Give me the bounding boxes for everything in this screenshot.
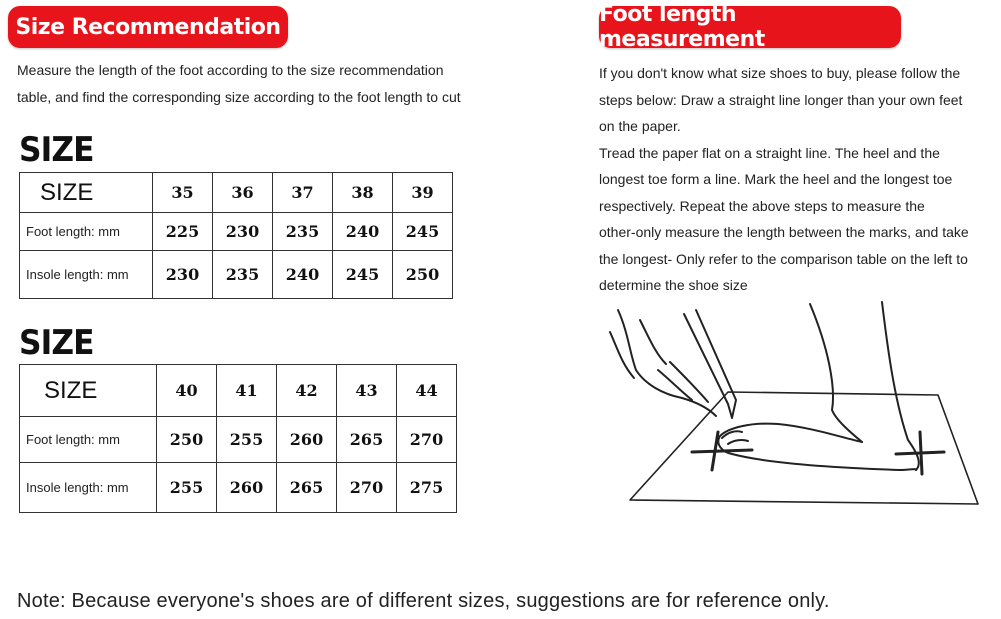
paper-sheet [630, 392, 978, 504]
insole-length-cell: 245 [333, 251, 393, 299]
toe-lines [722, 431, 748, 444]
foot-length-cell: 230 [213, 213, 273, 251]
foot-measurement-illustration [600, 292, 990, 514]
instruction-line: respectively. Repeat the above steps to measure the [599, 197, 925, 214]
instruction-line: other-only measure the length between the marks, and take [599, 224, 969, 240]
foot-length-cell: 270 [397, 417, 457, 463]
size-heading: SIZE [19, 323, 94, 363]
insole-length-row [20, 251, 453, 299]
heel-mark [896, 432, 944, 474]
size-cell: 37 [273, 173, 333, 213]
foot-length-measurement-badge: Foot length measurement [599, 6, 901, 48]
size-row [20, 365, 457, 417]
foot-length-cell: 265 [337, 417, 397, 463]
foot-outline [718, 424, 916, 470]
instruction-line: longest toe form a line. Mark the heel and the longest toe [599, 171, 953, 187]
size-cell: 36 [213, 173, 273, 213]
foot-length-row [20, 213, 453, 251]
foot-length-label: Foot length: mm [20, 213, 153, 251]
instruction-line: If you don't know what size shoes to buy, please follow the [599, 65, 961, 81]
size-row [20, 173, 453, 213]
foot-length-row [20, 417, 457, 463]
insole-length-cell: 265 [277, 463, 337, 513]
insole-length-label: Insole length: mm [20, 463, 157, 513]
foot-length-cell: 235 [273, 213, 333, 251]
foot-length-cell: 225 [153, 213, 213, 251]
size-cell: 42 [277, 365, 337, 417]
insole-length-row [20, 463, 457, 513]
insole-length-cell: 270 [337, 463, 397, 513]
foot-length-cell: 260 [277, 417, 337, 463]
instruction-line: on the paper. [599, 118, 681, 134]
size-cell: 43 [337, 365, 397, 417]
size-cell: 39 [393, 173, 453, 213]
hand-outline [618, 310, 716, 416]
insole-length-cell: 275 [397, 463, 457, 513]
foot-length-cell: 245 [393, 213, 453, 251]
size-chart-table [19, 364, 457, 513]
instruction-line: steps below: Draw a straight line longer than your own feet [599, 91, 963, 108]
size-recommendation-intro [17, 57, 517, 111]
insole-length-cell: 260 [217, 463, 277, 513]
insole-length-cell: 230 [153, 251, 213, 299]
size-recommendation-badge: Size Recommendation [8, 6, 288, 48]
insole-length-cell: 255 [157, 463, 217, 513]
foot-length-cell: 240 [333, 213, 393, 251]
size-cell: 38 [333, 173, 393, 213]
foot-length-cell: 255 [217, 417, 277, 463]
leg-outline-back [882, 302, 919, 470]
instruction-line: Tread the paper flat on a straight line. The heel and the [599, 144, 940, 161]
size-row-label: SIZE [20, 365, 157, 417]
measurement-instructions [599, 60, 999, 299]
foot-length-label: Foot length: mm [20, 417, 157, 463]
size-row-label: SIZE [20, 173, 153, 213]
intro-line: table, and find the corresponding size according to the foot length to cut [17, 89, 461, 105]
size-cell: 44 [397, 365, 457, 417]
leg-outline-front [810, 304, 862, 442]
insole-length-cell: 250 [393, 251, 453, 299]
intro-line: Measure the length of the foot according to the size recommendation [17, 62, 444, 78]
size-cell: 35 [153, 173, 213, 213]
insole-length-cell: 240 [273, 251, 333, 299]
reference-note: Note: Because everyone's shoes are of different sizes, suggestions are for reference only. [17, 590, 830, 612]
size-cell: 40 [157, 365, 217, 417]
insole-length-label: Insole length: mm [20, 251, 153, 299]
instruction-line: the longest- Only refer to the comparison table on the left to [599, 250, 968, 267]
hand-fingers [658, 362, 708, 402]
size-chart-table [19, 172, 453, 299]
foot-length-cell: 250 [157, 417, 217, 463]
size-heading: SIZE [19, 130, 94, 170]
instruction-line: determine the shoe size [599, 277, 748, 293]
size-cell: 41 [217, 365, 277, 417]
insole-length-cell: 235 [213, 251, 273, 299]
